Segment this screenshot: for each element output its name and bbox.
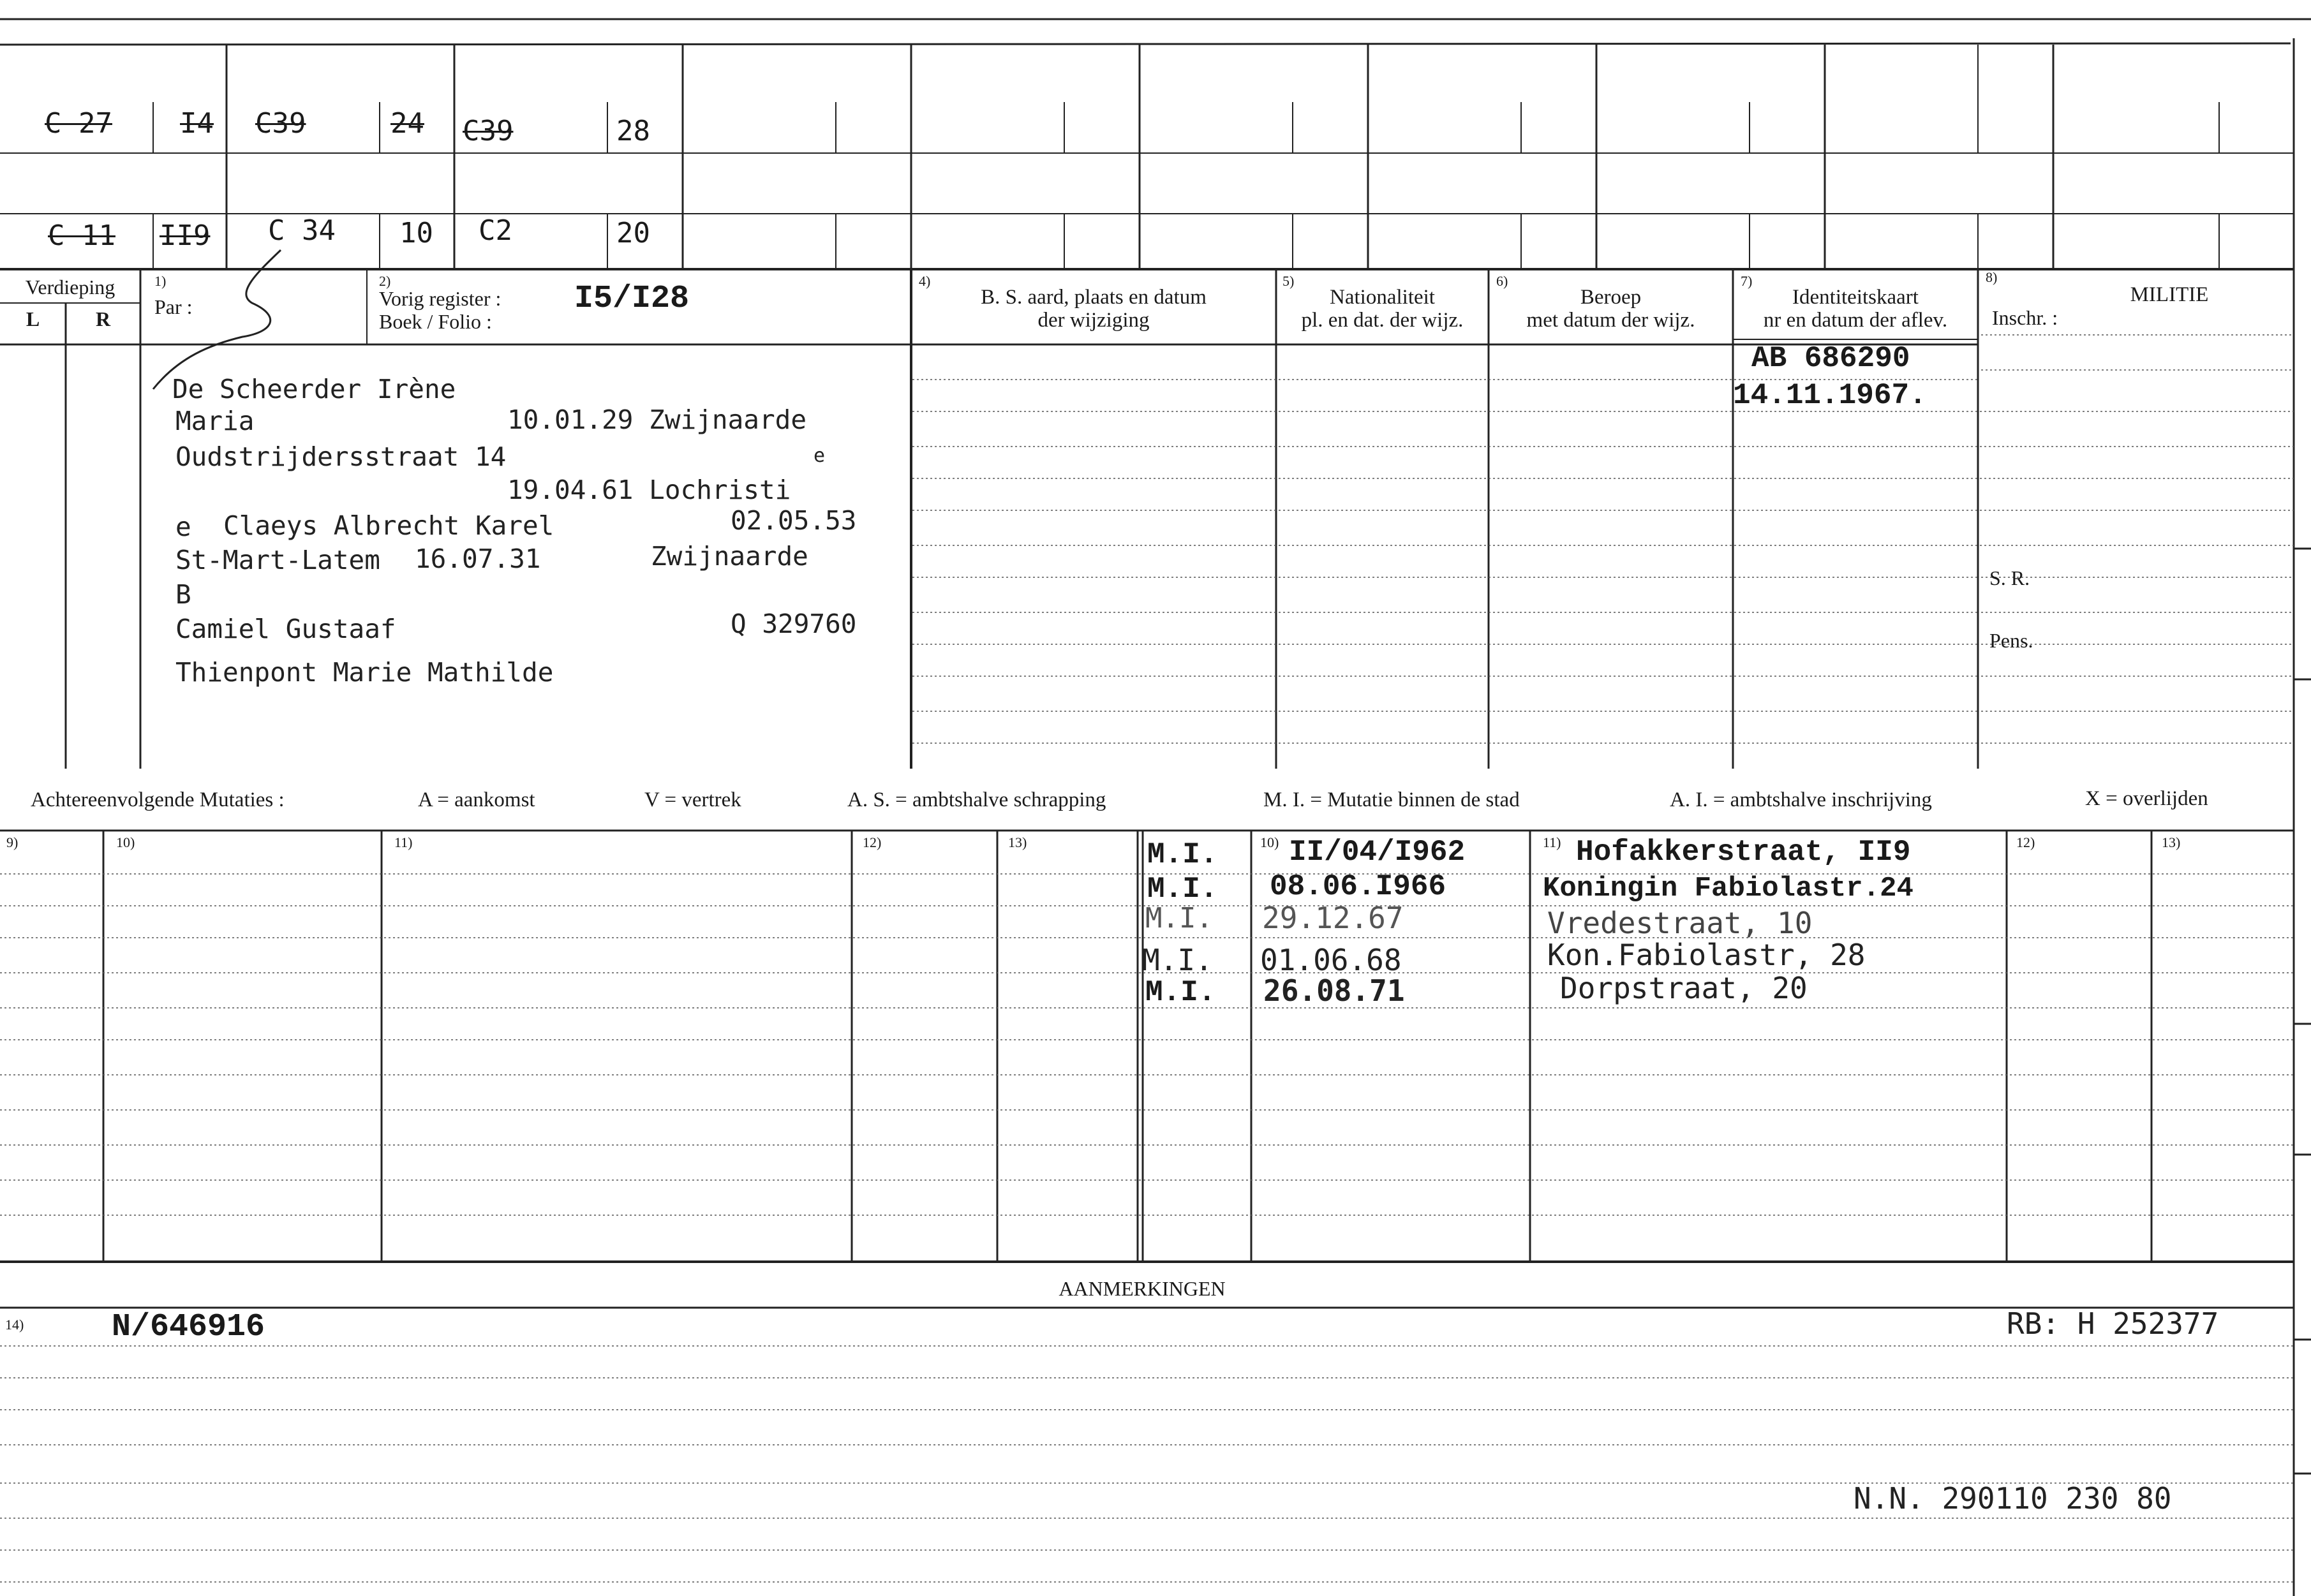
mutation-3-type: M.I.: [1145, 902, 1213, 935]
boek-folio-label: Boek / Folio :: [379, 310, 492, 333]
code-r1-c5: C39: [463, 115, 514, 147]
sr-label: S. R.: [1989, 566, 2030, 589]
militie-label: MILITIE: [2130, 283, 2209, 306]
spouse-place2: Zwijnaarde: [651, 541, 808, 572]
mutation-1-date: II/04/I962: [1289, 836, 1466, 869]
person-b: B: [175, 579, 191, 610]
col1-number: 1): [154, 273, 167, 289]
national-number: N/646916: [112, 1309, 265, 1345]
pens-label: Pens.: [1989, 629, 2033, 652]
mutation-4-address: Kon.Fabiolastr, 28: [1547, 938, 1866, 972]
col4-header-line1: B. S. aard, plaats en datum: [981, 286, 1207, 309]
mutation-1-type: M.I.: [1147, 838, 1218, 871]
col11-number: 11): [394, 834, 413, 850]
person-mark: e: [814, 445, 826, 467]
col13b-number: 13): [2162, 834, 2181, 850]
col6-header-line2: met datum der wijz.: [1526, 309, 1695, 332]
code-r2-c4: 10: [399, 217, 433, 249]
mutation-2-type: M.I.: [1147, 873, 1218, 906]
register-value: I5/I28: [574, 281, 690, 317]
col11b-number: 11): [1543, 834, 1561, 850]
spouse-birth-date: 16.07.31: [415, 543, 541, 574]
code-r1-c4: 24: [390, 107, 424, 140]
code-r2-c5: C2: [479, 214, 512, 247]
mutation-2-date: 08.06.I966: [1270, 870, 1446, 903]
col6-header-line1: Beroep: [1580, 286, 1642, 309]
legend-official-removal: A. S. = ambtshalve schrapping: [847, 788, 1106, 811]
code-r1-c1: C 27: [45, 107, 112, 140]
nn-number: N.N. 290110 230 80: [1854, 1481, 2172, 1516]
par-label: Par :: [154, 295, 193, 318]
father-name: Camiel Gustaaf: [175, 614, 396, 644]
person-code: Q 329760: [731, 609, 857, 639]
col7-header-line1: Identiteitskaart: [1792, 286, 1919, 309]
person-first-name: Maria: [175, 406, 255, 436]
legend-internal-move: M. I. = Mutatie binnen de stad: [1263, 788, 1520, 811]
col4-number: 4): [919, 273, 931, 289]
verdieping-label: Verdieping: [25, 276, 115, 299]
code-r2-c6: 20: [616, 217, 650, 249]
legend-arrival: A = aankomst: [418, 788, 535, 811]
floor-l-label: L: [26, 307, 40, 330]
spouse-prefix: e: [175, 512, 191, 542]
spouse-birth-place: St-Mart-Latem: [175, 545, 380, 575]
col10-number: 10): [116, 834, 135, 850]
mutation-1-address: Hofakkerstraat, II9: [1576, 836, 1911, 869]
col5-number: 5): [1282, 273, 1295, 289]
col14-number: 14): [5, 1317, 24, 1333]
code-r1-c2: I4: [180, 107, 214, 140]
mother-name: Thienpont Marie Mathilde: [175, 657, 554, 688]
spouse-date: 02.05.53: [731, 505, 857, 536]
person-birth: 10.01.29 Zwijnaarde: [507, 404, 806, 435]
remarks-title: AANMERKINGEN: [1059, 1277, 1226, 1300]
code-r2-c2: II9: [160, 219, 211, 252]
inschr-label: Inschr. :: [1992, 306, 2058, 329]
col6-number: 6): [1496, 273, 1508, 289]
col13-number: 13): [1008, 834, 1027, 850]
person-marriage: 19.04.61 Lochristi: [507, 475, 791, 505]
code-r2-c3: C 34: [268, 214, 336, 247]
col7-header-line2: nr en datum der aflev.: [1763, 309, 1948, 332]
col5-header-line1: Nationaliteit: [1330, 286, 1435, 309]
code-r1-c6: 28: [616, 115, 650, 147]
vorig-register-label: Vorig register :: [379, 287, 502, 310]
mutation-5-address: Dorpstraat, 20: [1560, 971, 1808, 1005]
code-r1-c3: C39: [255, 107, 306, 140]
legend-death: X = overlijden: [2085, 787, 2208, 810]
mutations-title: Achtereenvolgende Mutaties :: [31, 788, 285, 811]
person-street: Oudstrijdersstraat 14: [175, 441, 507, 472]
mutation-4-date: 01.06.68: [1260, 943, 1402, 977]
mutation-5-type: M.I.: [1145, 976, 1216, 1009]
id-card-date: 14.11.1967.: [1733, 379, 1927, 412]
mutation-5-date: 26.08.71: [1263, 973, 1405, 1008]
mutation-3-date: 29.12.67: [1262, 901, 1404, 935]
legend-official-registration: A. I. = ambtshalve inschrijving: [1670, 788, 1932, 811]
col9-number: 9): [6, 834, 19, 850]
rb-number: RB: H 252377: [2007, 1306, 2219, 1341]
person-name: De Scheerder Irène: [172, 374, 456, 404]
col2-number: 2): [379, 273, 391, 289]
col4-header-line2: der wijziging: [1037, 309, 1150, 332]
col8-number: 8): [1986, 269, 1998, 285]
mutation-4-type: M.I.: [1142, 943, 1213, 977]
col5-header-line2: pl. en dat. der wijz.: [1301, 309, 1464, 332]
legend-departure: V = vertrek: [644, 788, 741, 811]
mutation-2-address: Koningin Fabiolastr.24: [1543, 873, 1913, 905]
code-r2-c1: C 11: [48, 219, 115, 252]
floor-r-label: R: [95, 307, 111, 330]
col12b-number: 12): [2016, 834, 2035, 850]
mutation-3-address: Vredestraat, 10: [1547, 906, 1813, 940]
spouse-name: Claeys Albrecht Karel: [223, 510, 554, 541]
id-card-number: AB 686290: [1751, 342, 1910, 375]
col12-number: 12): [863, 834, 882, 850]
col10b-number: 10): [1260, 834, 1279, 850]
col7-number: 7): [1741, 273, 1753, 289]
